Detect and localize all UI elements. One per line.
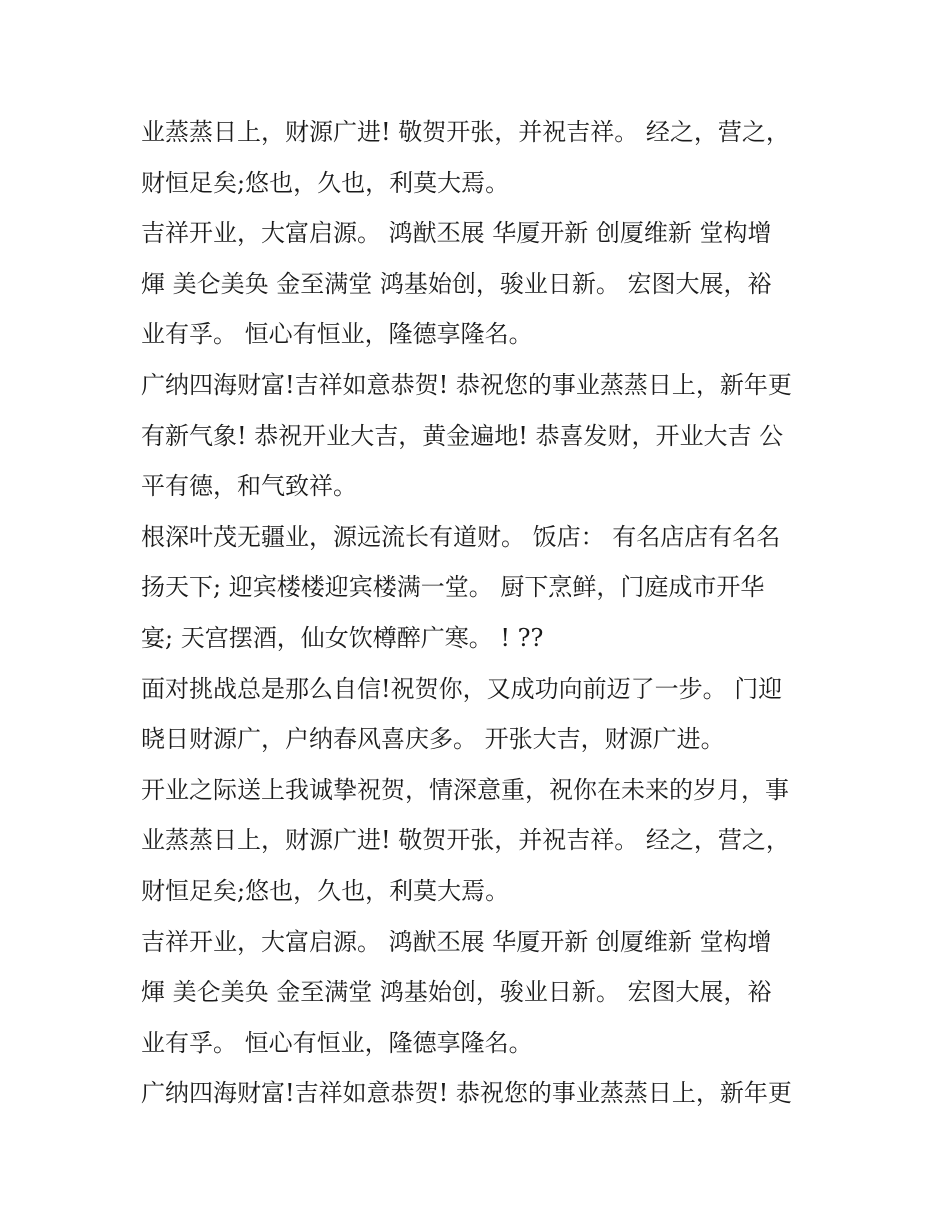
text-line: 煇 美仑美奂 金至满堂 鸿基始创，骏业日新。 宏图大展，裕: [141, 269, 772, 298]
text-line: 业有孚。 恒心有恒业，隆德享隆名。: [141, 1028, 533, 1057]
text-line: 业蒸蒸日上，财源广进! 敬贺开张，并祝吉祥。 经之，营之，: [141, 118, 790, 146]
text-line: 面对挑战总是那么自信!祝贺你，又成功向前迈了一步。 门迎: [141, 674, 783, 703]
text-line: 煇 美仑美奂 金至满堂 鸿基始创，骏业日新。 宏图大展，裕: [141, 978, 772, 1007]
text-line: 吉祥开业，大富启源。 鸿猷丕展 华厦开新 创厦维新 堂构增: [141, 219, 772, 248]
text-line: 业有孚。 恒心有恒业，隆德享隆名。: [141, 320, 533, 349]
text-line: 平有德，和气致祥。: [141, 472, 357, 501]
text-line: 业蒸蒸日上，财源广进! 敬贺开张，并祝吉祥。 经之，营之，: [141, 826, 790, 855]
text-line: 财恒足矣;悠也，久也，利莫大焉。: [141, 876, 510, 905]
text-line: 有新气象! 恭祝开业大吉，黄金遍地! 恭喜发财，开业大吉 公: [141, 421, 784, 450]
body-text: [141, 107, 841, 1119]
text-line: 根深叶茂无疆业，源远流长有道财。 饭店： 有名店店有名名: [141, 522, 781, 551]
text-line: 广纳四海财富!吉祥如意恭贺! 恭祝您的事业蒸蒸日上，新年更: [141, 1079, 792, 1108]
text-line: 宴; 天宫摆酒，仙女饮樽醉广寒。 ! ??: [141, 623, 544, 652]
text-line: 晓日财源广，户纳春风喜庆多。 开张大吉，财源广进。: [141, 725, 725, 754]
text-line: 财恒足矣;悠也，久也，利莫大焉。: [141, 168, 510, 197]
text-line: 广纳四海财富!吉祥如意恭贺! 恭祝您的事业蒸蒸日上，新年更: [141, 370, 792, 399]
text-line: 吉祥开业，大富启源。 鸿猷丕展 华厦开新 创厦维新 堂构增: [141, 927, 772, 956]
text-line: 开业之际送上我诚挚祝贺，情深意重，祝你在未来的岁月，事: [141, 775, 789, 804]
text-line: 扬天下; 迎宾楼楼迎宾楼满一堂。 厨下烹鲜，门庭成市开华: [141, 573, 765, 602]
